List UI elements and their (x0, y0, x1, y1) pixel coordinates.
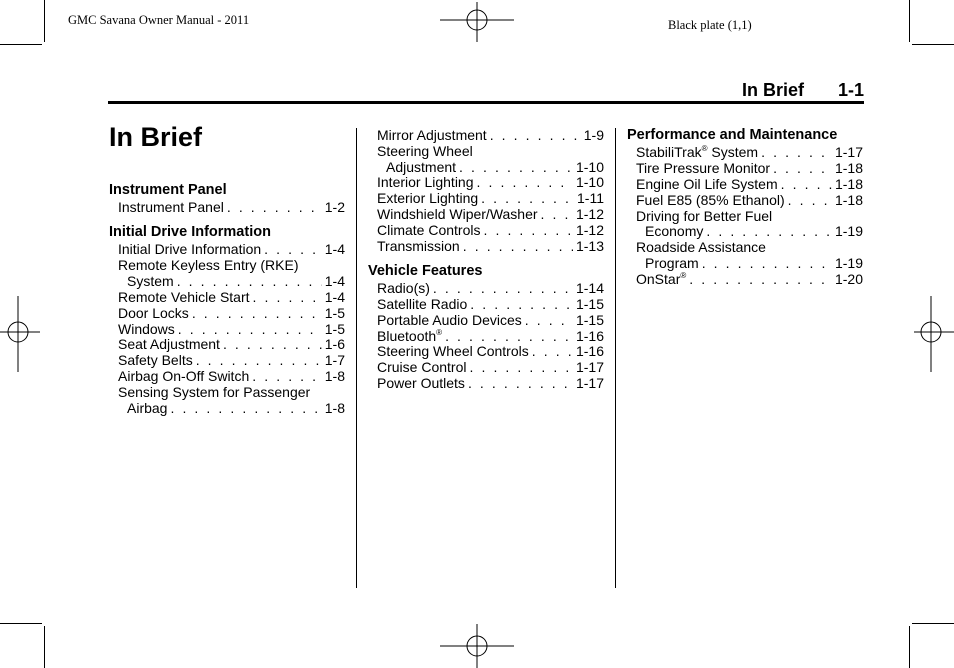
running-header-right: Black plate (1,1) (668, 18, 752, 32)
toc-entry-seat-adjustment[interactable]: Seat Adjustment . . . 1-6 (118, 336, 345, 352)
toc-entry-roadside-program[interactable]: Program . . . 1-19 (645, 255, 863, 271)
running-header-left: GMC Savana Owner Manual - 2011 (68, 13, 250, 27)
group-title-instrument-panel: Instrument Panel (109, 182, 227, 198)
toc-entry-sensing-line1[interactable]: Sensing System for Passenger (118, 384, 311, 400)
toc-entry-power-outlets[interactable]: Power Outlets . . . 1-17 (377, 375, 604, 391)
toc-entry-instrument-panel[interactable]: Instrument Panel . . . 1-2 (118, 199, 345, 215)
toc-entry-airbag-switch[interactable]: Airbag On-Off Switch . . . 1-8 (118, 368, 345, 384)
toc-entry-wiper-washer[interactable]: Windshield Wiper/Washer . . . 1-12 (377, 206, 604, 222)
toc-entry-steering-wheel-controls[interactable]: Steering Wheel Controls . . . 1-16 (377, 343, 604, 359)
toc-entry-satellite-radio[interactable]: Satellite Radio . . . 1-15 (377, 296, 604, 312)
column-divider-1 (356, 128, 357, 588)
toc-entry-onstar[interactable]: OnStar® . . . 1-20 (636, 271, 863, 287)
registration-mark-top (440, 2, 516, 42)
toc-entry-fuel-economy[interactable]: Economy . . . 1-19 (645, 223, 863, 239)
toc-entry-transmission[interactable]: Transmission . . . 1-13 (377, 238, 604, 254)
toc-entry-windows[interactable]: Windows . . . 1-5 (118, 321, 345, 337)
group-title-vehicle-features: Vehicle Features (368, 263, 483, 279)
section-name: In Brief (742, 80, 805, 100)
toc-entry-safety-belts[interactable]: Safety Belts . . . 1-7 (118, 352, 345, 368)
toc-entry-fuel-economy-line1[interactable]: Driving for Better Fuel (636, 208, 773, 224)
section-page-number: 1-1 (838, 80, 865, 100)
toc-entry-roadside-line1[interactable]: Roadside Assistance (636, 239, 766, 255)
toc-entry-cruise-control[interactable]: Cruise Control . . . 1-17 (377, 359, 604, 375)
toc-entry-stabilitrak[interactable]: StabiliTrak® System . . . 1-17 (636, 144, 863, 160)
toc-entry-exterior-lighting[interactable]: Exterior Lighting . . . 1-11 (377, 190, 604, 206)
toc-entry-sensing-airbag[interactable]: Airbag . . . 1-8 (127, 400, 345, 416)
toc-entry-fuel-e85[interactable]: Fuel E85 (85% Ethanol) . . . 1-18 (636, 192, 863, 208)
toc-entry-tire-pressure[interactable]: Tire Pressure Monitor . . . 1-18 (636, 160, 863, 176)
page-title: In Brief (109, 122, 203, 152)
toc-entry-rke-line1[interactable]: Remote Keyless Entry (RKE) (118, 257, 299, 273)
toc-entry-rke-system[interactable]: System . . . 1-4 (127, 273, 345, 289)
toc-entry-interior-lighting[interactable]: Interior Lighting . . . 1-10 (377, 174, 604, 190)
toc-entry-mirror-adjustment[interactable]: Mirror Adjustment . . . 1-9 (377, 127, 604, 143)
registration-mark-left (0, 296, 40, 372)
toc-entry-climate-controls[interactable]: Climate Controls . . . 1-12 (377, 222, 604, 238)
toc-entry-initial-drive-information[interactable]: Initial Drive Information . . . 1-4 (118, 241, 345, 257)
toc-entry-door-locks[interactable]: Door Locks . . . 1-5 (118, 305, 345, 321)
toc-entry-engine-oil-life[interactable]: Engine Oil Life System . . . 1-18 (636, 176, 863, 192)
group-title-initial-drive: Initial Drive Information (109, 224, 271, 240)
group-title-performance-maintenance: Performance and Maintenance (627, 127, 838, 143)
header-rule (108, 101, 864, 104)
registration-mark-right (914, 296, 954, 372)
registration-mark-bottom (440, 624, 516, 668)
toc-entry-radios[interactable]: Radio(s) . . . 1-14 (377, 280, 604, 296)
toc-entry-portable-audio[interactable]: Portable Audio Devices . . . 1-15 (377, 312, 604, 328)
column-divider-2 (615, 128, 616, 588)
toc-entry-remote-vehicle-start[interactable]: Remote Vehicle Start . . . 1-4 (118, 289, 345, 305)
toc-entry-steering-wheel-line1[interactable]: Steering Wheel (377, 143, 473, 159)
toc-entry-steering-adjustment[interactable]: Adjustment . . . 1-10 (386, 159, 604, 175)
toc-entry-bluetooth[interactable]: Bluetooth® . . . 1-16 (377, 328, 604, 344)
